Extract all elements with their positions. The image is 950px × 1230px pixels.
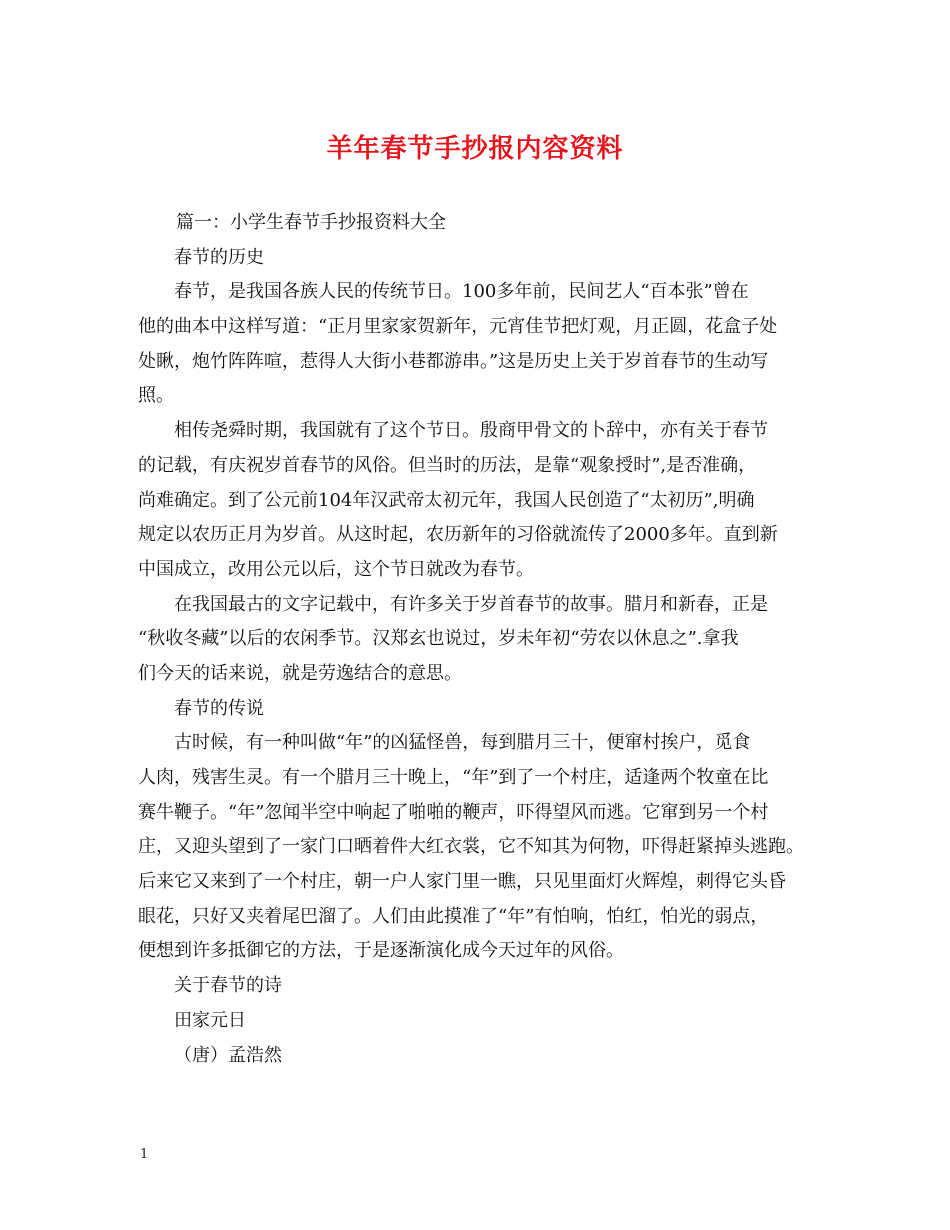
text-line: 处瞅，炮竹阵阵喧，惹得人大街小巷都游串。”这是历史上关于岁首春节的生动写 — [138, 350, 769, 372]
text-line: 尚难确定。到了公元前104年汉武帝太初元年，我国人民创造了“太初历”,明确 — [138, 489, 755, 511]
text-line: 后来它又来到了一个村庄，朝一户人家门里一瞧，只见里面灯火辉煌，刺得它头昏 — [138, 871, 786, 893]
text-line: 规定以农历正月为岁首。从这时起，农历新年的习俗就流传了2000多年。直到新 — [138, 524, 778, 546]
text-line: （唐）孟浩然 — [174, 1044, 282, 1066]
text-line: 春节，是我国各族人民的传统节日。100多年前，民间艺人“百本张”曾在 — [174, 281, 749, 303]
text-line: 春节的历史 — [174, 246, 264, 268]
text-line: 古时候，有一种叫做“年”的凶猛怪兽，每到腊月三十，便窜村挨户，觅食 — [174, 732, 751, 754]
document-body — [138, 206, 818, 1073]
text-line: 他的曲本中这样写道：“正月里家家贺新年，元宵佳节把灯观，月正圆，花盒子处 — [138, 316, 778, 338]
text-line: 田家元日 — [174, 1009, 246, 1031]
text-line: “秋收冬藏”以后的农闲季节。汉郑玄也说过，岁未年初“劳农以休息之”.拿我 — [138, 628, 739, 650]
text-line: 们今天的话来说，就是劳逸结合的意思。 — [138, 662, 462, 684]
text-line: 便想到许多抵御它的方法，于是逐渐演化成今天过年的风俗。 — [138, 940, 624, 962]
page-number: 1 — [140, 1147, 149, 1162]
text-line: 人肉，残害生灵。有一个腊月三十晚上，“年”到了一个村庄，适逢两个牧童在比 — [138, 767, 769, 788]
text-line: 的记载，有庆祝岁首春节的风俗。但当时的历法，是靠“观象授时”,是否准确， — [138, 454, 757, 476]
text-line: 赛牛鞭子。“年”忽闻半空中响起了啪啪的鞭声，吓得望风而逃。它窜到另一个村 — [138, 801, 769, 823]
document-title: 羊年春节手抄报内容资料 — [326, 134, 624, 164]
text-line: 照。 — [138, 385, 174, 407]
text-line: 在我国最古的文字记载中，有许多关于岁首春节的故事。腊月和新春，正是 — [174, 593, 768, 615]
text-line: 篇一：小学生春节手抄报资料大全 — [176, 212, 446, 233]
text-line: 庄，又迎头望到了一家门口晒着件大红衣裳，它不知其为何物，吓得赶紧掉头逃跑。 — [138, 836, 804, 858]
text-line: 关于春节的诗 — [174, 975, 282, 997]
text-line: 春节的传说 — [174, 697, 264, 719]
text-line: 中国成立，改用公元以后，这个节日就改为春节。 — [138, 558, 534, 580]
text-line: 眼花，只好又夹着尾巴溜了。人们由此摸准了“年”有怕响，怕红，怕光的弱点， — [138, 905, 769, 927]
text-line: 相传尧舜时期，我国就有了这个节日。殷商甲骨文的卜辞中，亦有关于春节 — [174, 420, 768, 442]
